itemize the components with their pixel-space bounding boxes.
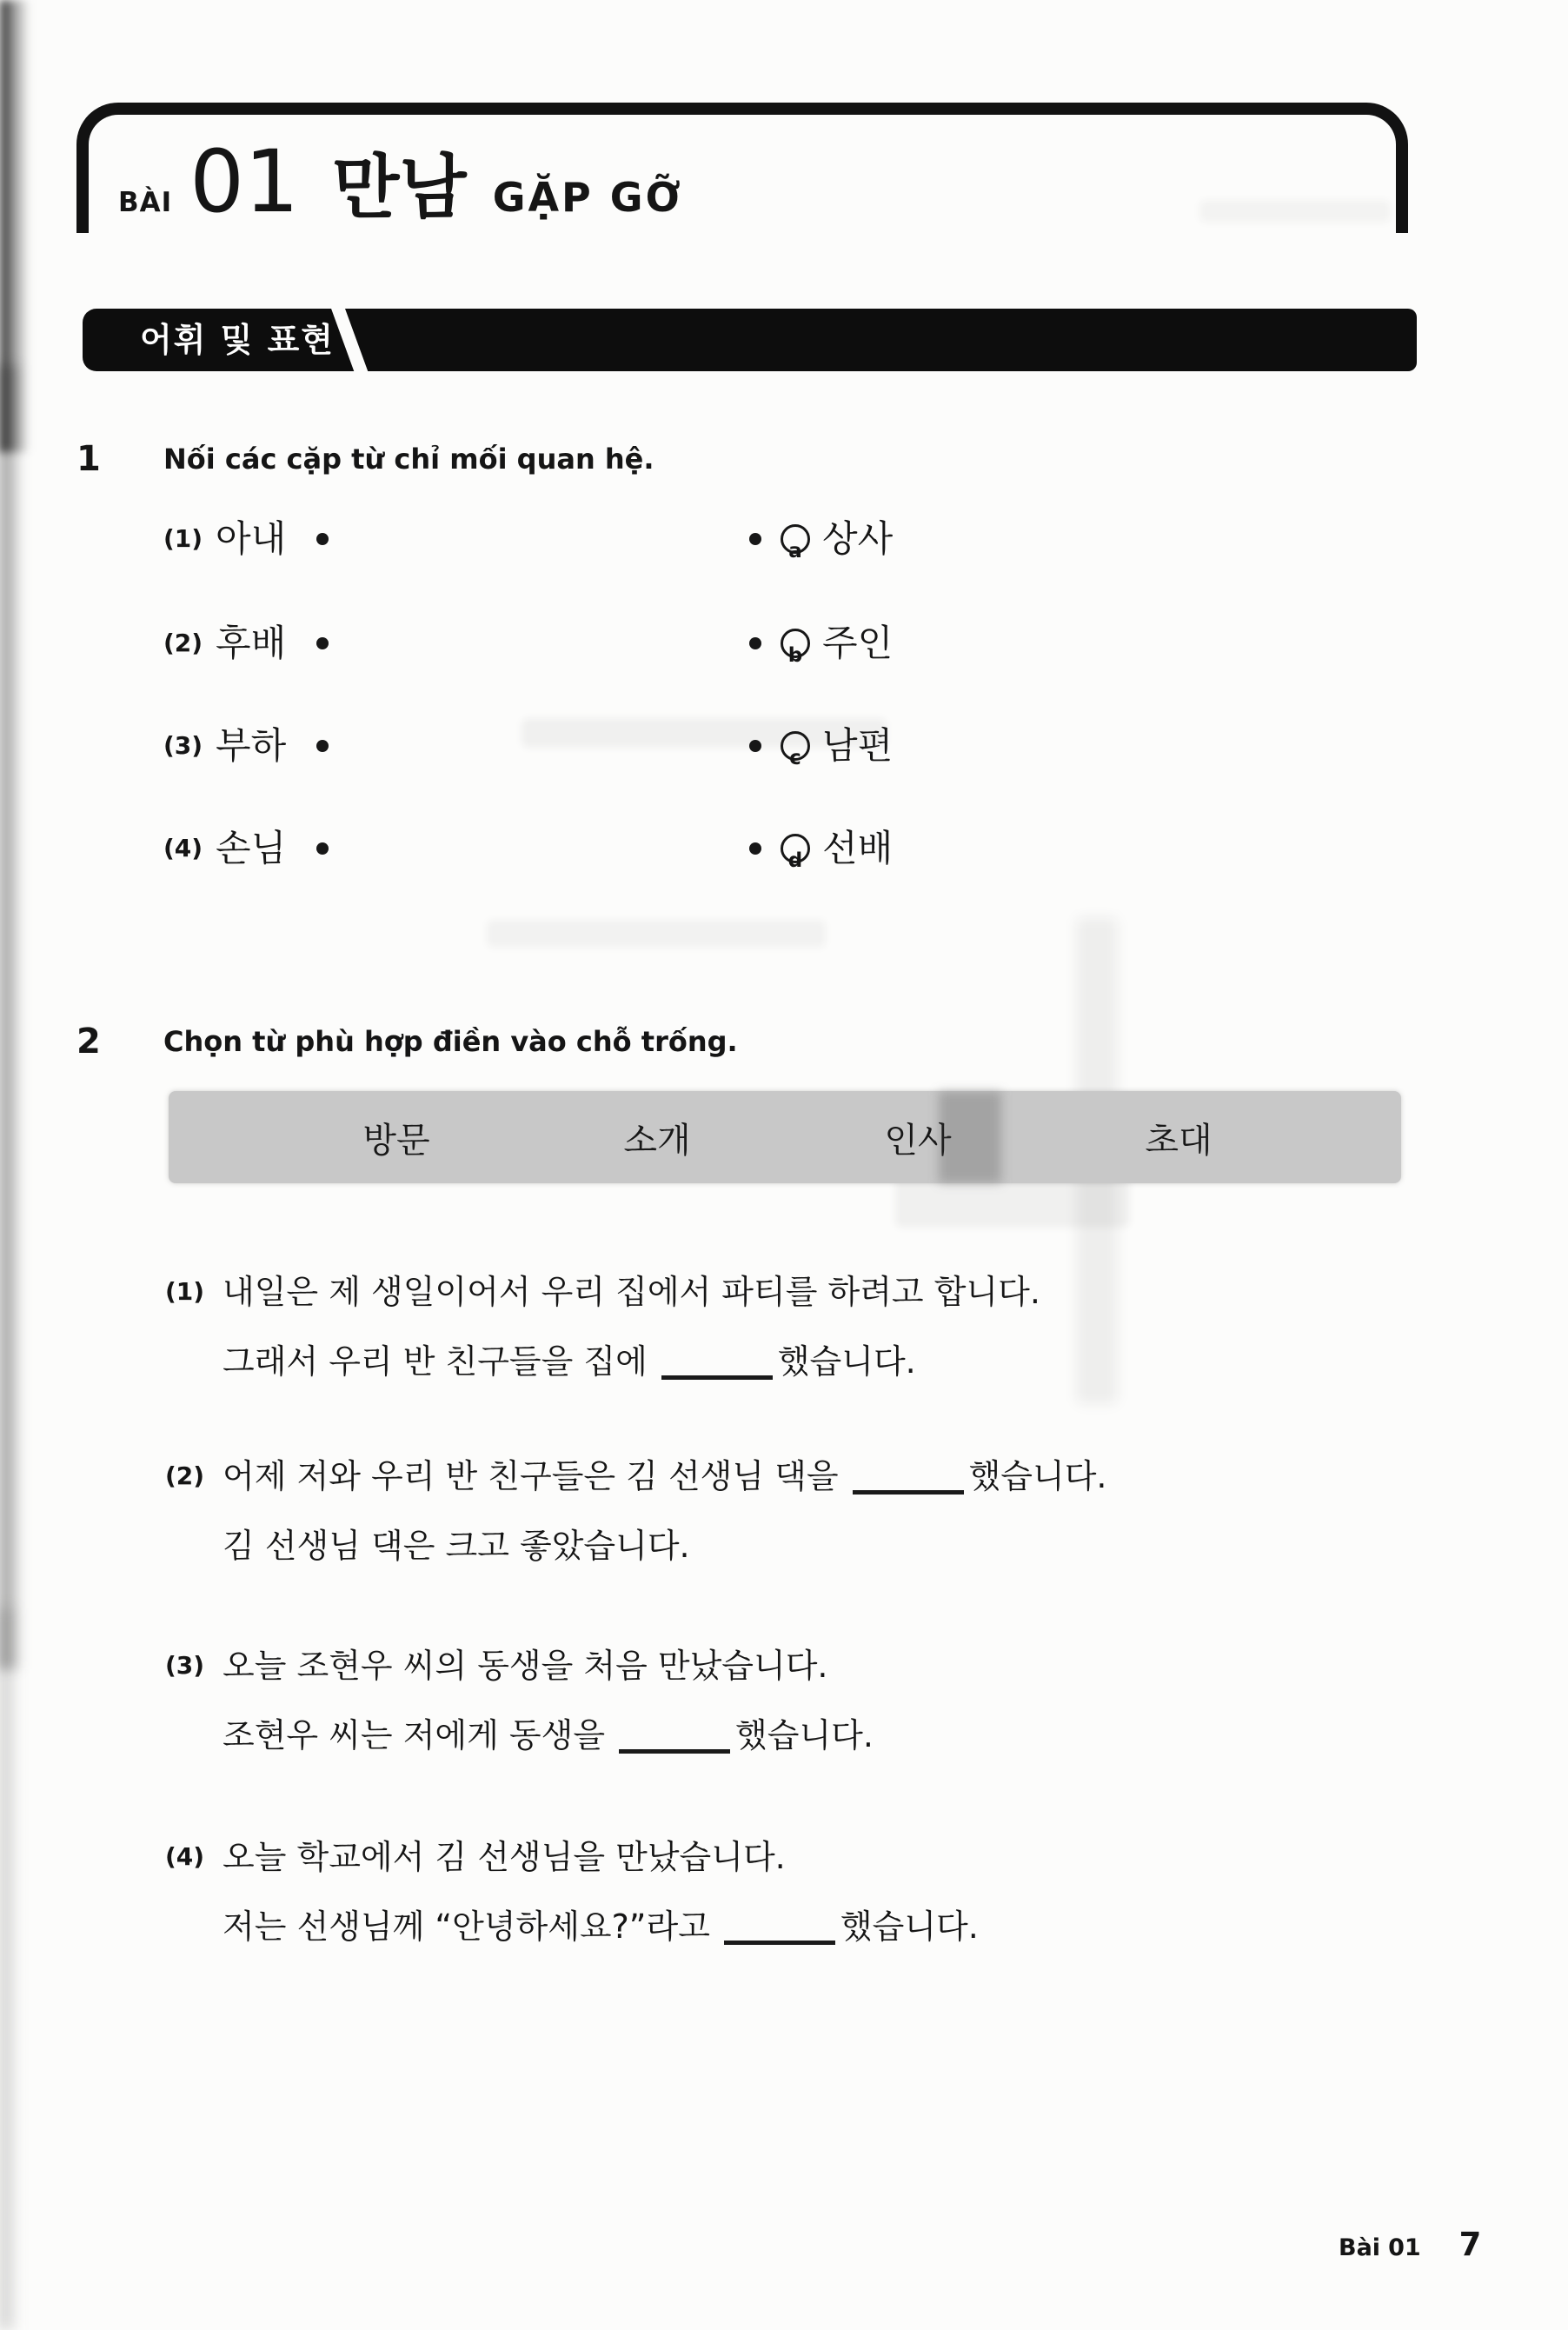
question-text: 그래서 우리 반 친구들을 집에 (223, 1342, 648, 1381)
item-marker: (3) (165, 1651, 205, 1680)
match-row-4 (0, 824, 1568, 873)
question-line (223, 1701, 1408, 1770)
match-row-3 (0, 722, 1568, 770)
lesson-title-vietnamese: GẶP GỠ (492, 174, 683, 221)
page-footer (1339, 2226, 1481, 2263)
question-line (223, 1327, 1408, 1396)
question-line (223, 1441, 1408, 1511)
question-text: 했습니다. (777, 1342, 916, 1381)
question-line (223, 1822, 1408, 1892)
match-dot (316, 533, 329, 545)
word-bank-word: 인사 (884, 1120, 952, 1161)
match-dot (749, 740, 761, 752)
choice-letter: d (781, 834, 810, 863)
question-text: 했습니다. (735, 1716, 874, 1754)
match-left-word: 후배 (216, 622, 287, 664)
question-text: 오늘 학교에서 김 선생님을 만났습니다. (223, 1838, 786, 1876)
match-right-word: 주인 (822, 622, 894, 664)
question-line (223, 1257, 1408, 1327)
scan-smudge (487, 920, 826, 948)
question-text: 했습니다. (968, 1457, 1107, 1495)
question-text: 어제 저와 우리 반 친구들은 김 선생님 댁을 (223, 1457, 839, 1495)
question-line (223, 1511, 1408, 1581)
lesson-title-korean: 만남 (332, 147, 467, 228)
scan-smudge (939, 1091, 1001, 1183)
question-text: 오늘 조현우 씨의 동생을 처음 만났습니다. (223, 1647, 828, 1685)
question-line (223, 1631, 1408, 1701)
match-dot (749, 842, 761, 855)
question-2 (165, 1441, 1408, 1581)
question-3 (165, 1631, 1408, 1770)
answer-blank (724, 1930, 835, 1945)
item-marker: (2) (165, 1461, 205, 1490)
question-text: 김 선생님 댁은 크고 좋았습니다. (223, 1527, 690, 1565)
question-text: 내일은 제 생일이어서 우리 집에서 파티를 하려고 합니다. (223, 1273, 1040, 1311)
choice-letter: a (781, 524, 810, 554)
banner-slash-decoration (330, 301, 370, 381)
match-dot (749, 637, 761, 649)
match-right-word: 남편 (822, 724, 894, 767)
question-text: 했습니다. (840, 1907, 979, 1946)
lesson-title (118, 132, 683, 232)
exercise-2-instruction: Chọn từ phù hợp điền vào chỗ trống. (163, 1025, 738, 1058)
match-dot (749, 533, 761, 545)
answer-blank (619, 1739, 730, 1754)
exercise-2-number: 2 (76, 1022, 101, 1062)
section-banner (83, 309, 1417, 371)
item-marker: (3) (163, 731, 203, 760)
question-line (223, 1892, 1408, 1961)
match-left-word: 부하 (216, 724, 287, 767)
exercise-1-number: 1 (76, 439, 101, 479)
lesson-label: BÀI (118, 187, 173, 218)
section-banner-label: 어휘 및 표현 (140, 321, 335, 359)
lesson-header (76, 103, 1408, 233)
word-bank-word: 초대 (1145, 1120, 1213, 1161)
match-row-2 (0, 619, 1568, 668)
footer-page-number: 7 (1458, 2226, 1482, 2263)
answer-blank (853, 1480, 964, 1495)
lesson-number: 01 (189, 132, 300, 232)
word-bank (169, 1091, 1401, 1183)
question-4 (165, 1822, 1408, 1961)
item-marker: (4) (165, 1842, 205, 1871)
match-left-word: 아내 (216, 517, 287, 560)
item-marker: (1) (165, 1277, 205, 1306)
answer-blank (661, 1365, 773, 1380)
question-1 (165, 1257, 1408, 1396)
match-left-word: 손님 (216, 827, 287, 869)
question-text: 저는 선생님께 “안녕하세요?”라고 (223, 1907, 710, 1946)
choice-letter: b (781, 629, 810, 658)
match-right-word: 상사 (822, 517, 894, 560)
match-right-word: 선배 (822, 827, 894, 869)
item-marker: (4) (163, 834, 203, 862)
word-bank-word: 소개 (623, 1120, 691, 1161)
match-row-1 (0, 515, 1568, 563)
match-dot (316, 740, 329, 752)
match-dot (316, 637, 329, 649)
footer-lesson-label: Bài (1339, 2234, 1381, 2261)
item-marker: (2) (163, 629, 203, 657)
choice-letter: c (781, 731, 810, 761)
word-bank-word: 방문 (362, 1120, 430, 1161)
match-dot (316, 842, 329, 855)
item-marker: (1) (163, 524, 203, 553)
exercise-1-instruction: Nối các cặp từ chỉ mối quan hệ. (163, 443, 654, 476)
question-text: 조현우 씨는 저에게 동생을 (223, 1716, 606, 1754)
footer-lesson-number: 01 (1388, 2234, 1421, 2261)
scan-shadow-left-bottom (0, 1608, 17, 2330)
scan-shadow-left-top (0, 0, 30, 452)
